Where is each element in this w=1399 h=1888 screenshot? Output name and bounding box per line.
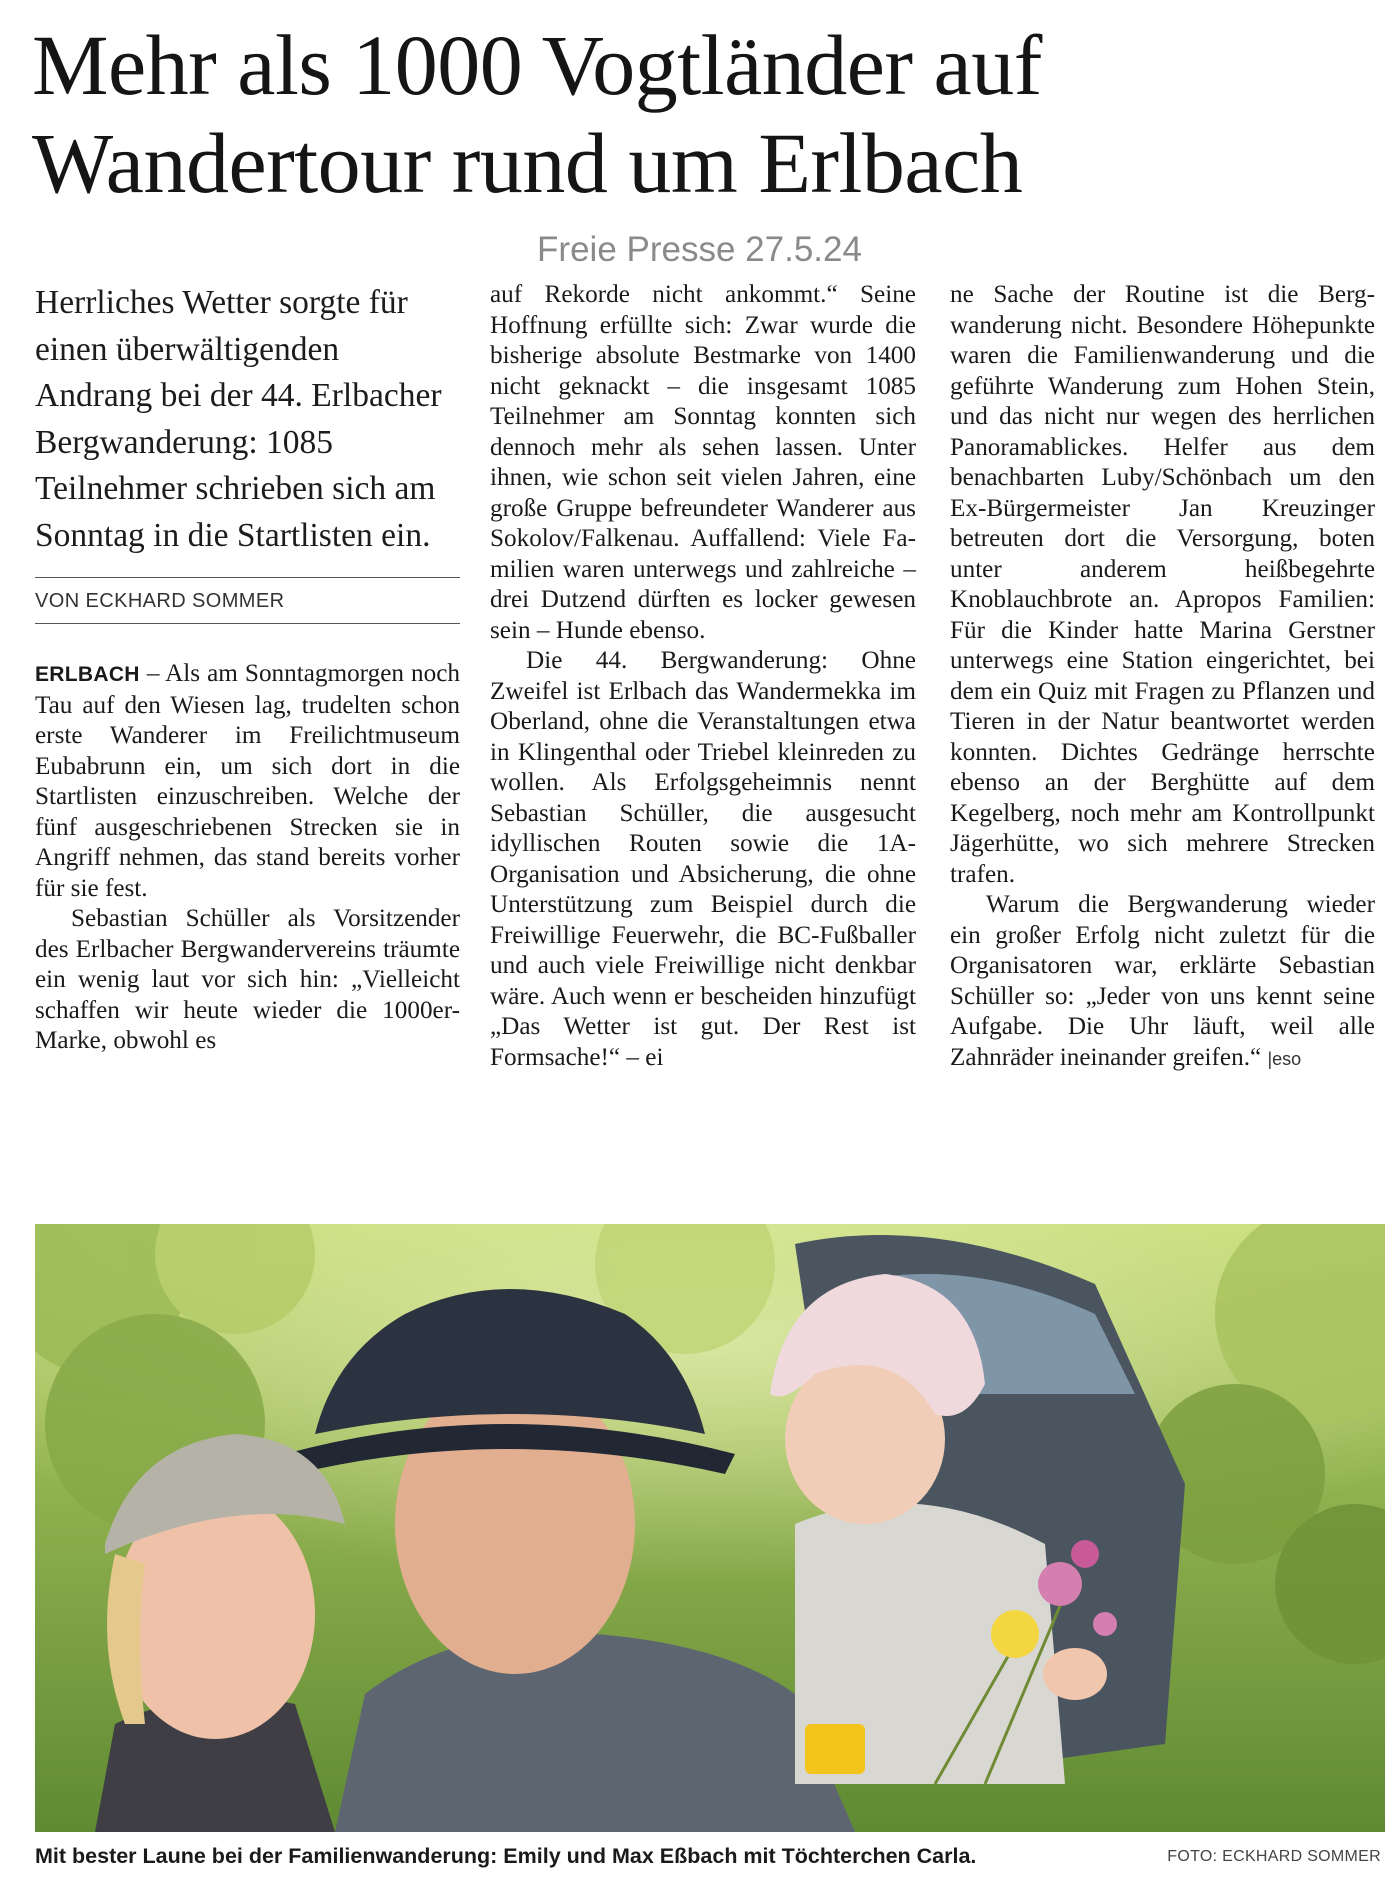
author-signature: |eso — [1267, 1048, 1302, 1069]
headline — [32, 16, 1382, 212]
source-note: Freie Presse 27.5.24 — [537, 230, 862, 269]
lead-paragraph: Herrliches Wetter sorgte für einen überwältigenden Andrang bei der 44. Erlbacher Bergwanderung: 1085 Teilnehmer schrieben sich am Sonntag in die Startlisten ein. — [35, 284, 442, 554]
family-photo-illustration — [35, 1224, 1385, 1832]
baby-hand — [1043, 1648, 1107, 1700]
body-paragraph: ne Sache der Routine ist die Bergwanderung nicht. Besondere Höhepunkte waren die Familienwanderung und die geführte Wanderung zum Hohen Stein, und das nicht nur wegen des herrlichen Panoramablickes. Helfer aus dem benachbarten Luby/Schönbach um den Ex-Bürgermeister Jan Kreuzinger betreuten dort die Versorgung, boten unter anderem heißbegehrte Knoblauchbrote an. Apropos Familien: Für die Kinder hatte Marina Gerstner unterwegs eine Station eingerichtet, bei dem ein Quiz mit Fragen zu Pflanzen und Tieren in der Natur beantwortet werden konnten. Dichtes Gedränge herrschte ebenso an der Berghütte auf dem Kegelberg, noch mehr am Kontrollpunkt Jägerhütte, wo sich mehrere Strecken trafen. — [950, 281, 1375, 888]
photo-credit: FOTO: ECKHARD SOMMER — [1167, 1848, 1381, 1865]
body-text-column-1 — [35, 659, 460, 1057]
paragraph-text: – Als am Sonntagmorgen noch Tau auf den Wiesen lag, trudelten schon erste Wanderer im Freilichtmuseum Eubabrunn ein, um sich dort in die Startlisten einzuschreiben. Welche der fünf ausgeschriebenen Strecken sie in Angriff nehmen, das stand bereits vorher für sie fest. — [35, 660, 460, 902]
man-face — [395, 1374, 635, 1674]
body-paragraph: auf Rekorde nicht ankommt.“ Seine Hoffnung erfüllte sich: Zwar wurde die bisherige absolute Bestmarke von 1400 nicht geknackt – die insgesamt 1085 Teilnehmer am Sonntag konnten sich dennoch mehr als sehen lassen. Unter ihnen, wie schon seit vielen Jahren, eine große Gruppe befreundeter Wanderer aus Sokolov/Falkenau. Auffallend: Viele Familien waren unterwegs und zahlreiche – drei Dutzend dürften es locker gewesen sein – Hunde ebenso. — [490, 281, 916, 644]
byline-rule-bottom — [35, 623, 460, 624]
body-paragraph — [35, 659, 460, 904]
article-column-3 — [950, 280, 1375, 1074]
headline-line-2: Wandertour rund um Erlbach — [32, 115, 1023, 211]
dateline: ERLBACH — [35, 663, 140, 686]
paragraph-text: Warum die Bergwanderung wieder ein großer Erfolg nicht zuletzt für die Organisatoren war, erklärte Sebastian Schüller so: „Jeder von uns kennt seine Aufgabe. Die Uhr läuft, weil alle Zahnräder ineinander greifen.“ — [950, 891, 1375, 1071]
headline-line-1: Mehr als 1000 Vogtländer auf — [32, 17, 1042, 113]
body-paragraph — [950, 890, 1375, 1074]
article-column-2 — [490, 280, 916, 1073]
article-photo — [35, 1224, 1385, 1832]
carrier-buckle — [805, 1724, 865, 1774]
body-paragraph: Sebastian Schüller als Vorsitzender des Erlbacher Bergwandervereins träumte ein wenig laut vor sich hin: „Vielleicht schaffen wir heute wieder die 1000er-Marke, obwohl es — [35, 905, 460, 1054]
byline: VON ECKHARD SOMMER — [35, 590, 285, 612]
article-column-1 — [35, 280, 460, 1057]
photo-caption: Mit bester Laune bei der Familienwanderung: Emily und Max Eßbach mit Töchterchen Carla. — [35, 1844, 977, 1868]
body-paragraph: Die 44. Bergwanderung: Ohne Zweifel ist Erlbach das Wandermekka im Oberland, ohne die Veranstaltungen etwa in Klingenthal oder Triebel kleinreden zu wollen. Als Erfolgsgeheimnis nennt Sebastian Schüller, die ausgesucht idyllischen Routen sowie die 1A-Organisation und Absicherung, die ohne Unterstützung zum Beispiel durch die Freiwillige Feuerwehr, die BC-Fußballer und auch viele Freiwillige nicht denkbar wäre. Auch wenn er bescheiden hinzufügt „Das Wetter ist gut. Der Rest ist Formsache!“ – ei — [490, 647, 916, 1071]
